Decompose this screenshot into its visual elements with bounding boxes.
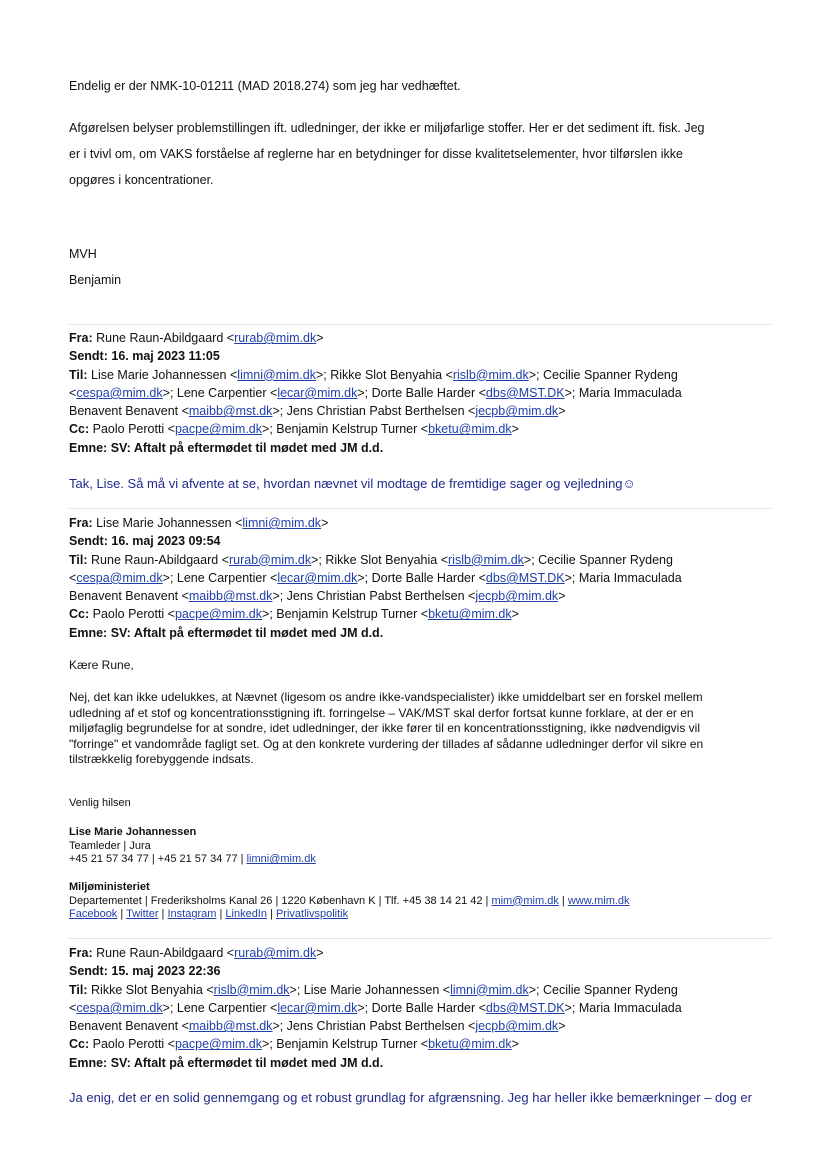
intro-line: Endelig er der NMK-10-01211 (MAD 2018.274) som jeg har vedhæftet. [69,79,461,93]
email-link[interactable]: maibb@mst.dk [188,1019,273,1034]
to-line: Til: Lise Marie Johannessen <limni@mim.dk>; Rikke Slot Benyahia <rislb@mim.dk>; Cecilie Spanner Rydeng [69,367,678,382]
sign-greeting: Venlig hilsen [69,797,131,809]
intro-para-line: Afgørelsen belyser problemstillingen ift. udledninger, der ikke er miljøfarlige stoffer. Her er det sediment ift. fisk. Jeg [69,121,705,135]
reply-text: Tak, Lise. Så må vi afvente at se, hvordan nævnet vil modtage de fremtidige sager og vejledning☺ [69,476,636,491]
email-separator [69,324,771,325]
reply-text: Ja enig, det er en solid gennemgang og et robust grundlag for afgrænsning. Jeg har heller ikke bemærkninger – dog er [69,1090,752,1105]
intro-para-line: opgøres i koncentrationer. [69,173,214,187]
sent-line: Sendt: 15. maj 2023 22:36 [69,964,221,979]
greeting: Kære Rune, [69,658,134,672]
email-link[interactable]: cespa@mim.dk [76,1000,163,1015]
email-header [69,514,779,642]
email-link[interactable]: bketu@mim.dk [428,422,512,437]
signature-phones: +45 21 57 34 77 | +45 21 57 34 77 | limni@mim.dk [69,853,316,866]
intro-para-line: er i tvivl om, om VAKS forståelse af reglerne har en betydninger for disse kvalitetselementer, hvor tilførslen ikke [69,147,683,161]
email-link[interactable]: jecpb@mim.dk [475,589,559,604]
signature-name: Lise Marie Johannessen [69,826,197,838]
cc-line: Cc: Paolo Perotti <pacpe@mim.dk>; Benjamin Kelstrup Turner <bketu@mim.dk> [69,422,519,437]
to-line: Benavent Benavent <maibb@mst.dk>; Jens Christian Pabst Berthelsen <jecpb@mim.dk> [69,404,566,419]
email-link[interactable]: rurab@mim.dk [228,552,312,567]
sender-name: Benjamin [69,273,122,287]
email-link[interactable]: dbs@MST.DK [485,570,565,585]
to-line: Benavent Benavent <maibb@mst.dk>; Jens Christian Pabst Berthelsen <jecpb@mim.dk> [69,1019,566,1034]
body-line: Nej, det kan ikke udelukkes, at Nævnet (ligesom os andre ikke-vandspecialister) ikke umiddelbart ser en forskel mellem [69,690,703,704]
email-separator [69,938,771,939]
twitter-link[interactable]: Twitter [126,908,159,921]
email-link[interactable]: bketu@mim.dk [428,607,512,622]
org-address: Departementet | Frederiksholms Kanal 26 | 1220 København K | Tlf. +45 38 14 21 42 | mim@mim.dk | www.mim.dk [69,894,630,907]
body-line: udledning af et stof og koncentrationsstigning ift. forringelse – VAK/MST skal derfor fortsat kunne forklare, at der er en [69,705,694,720]
body-line: "forringe" et vandområde fagligt set. Og at den konkrete vurdering der tillades af sådanne udledninger derfor vil sikre en [69,736,704,751]
email-link[interactable]: pacpe@mim.dk [174,1037,263,1052]
email-link[interactable]: limni@mim.dk [246,853,316,866]
subject-line: Emne: SV: Aftalt på eftermødet til mødet med JM d.d. [69,1055,384,1070]
signature [69,826,779,867]
website-link[interactable]: www.mim.dk [567,894,630,907]
subject-line: Emne: SV: Aftalt på eftermødet til mødet med JM d.d. [69,625,384,640]
sent-line: Sendt: 16. maj 2023 11:05 [69,349,220,364]
email-link[interactable]: rislb@mim.dk [448,552,524,567]
org-signature [69,881,779,922]
instagram-link[interactable]: Instagram [167,908,217,921]
linkedin-link[interactable]: LinkedIn [225,908,267,921]
from-line: Fra: Rune Raun-Abildgaard <rurab@mim.dk> [69,946,324,960]
email-link[interactable]: rurab@mim.dk [234,946,317,960]
email-link[interactable]: rislb@mim.dk [452,367,529,382]
email-link[interactable]: cespa@mim.dk [76,385,163,400]
email-link[interactable]: jecpb@mim.dk [475,404,559,419]
email-link[interactable]: rislb@mim.dk [213,982,290,997]
email-link[interactable]: dbs@MST.DK [485,385,565,400]
email-link[interactable]: limni@mim.dk [237,367,316,382]
privacy-link[interactable]: Privatlivspolitik [275,908,349,921]
body-line: miljøfaglig begrundelse for at sondre, idet udledninger, der ikke fører til en koncentrationsstigning, ikke nødvendigvis vil [69,721,700,735]
signature-title: Teamleder | Jura [69,839,151,852]
subject-line: Emne: SV: Aftalt på eftermødet til mødet med JM d.d. [69,440,384,455]
email-header [69,944,779,1072]
email-link[interactable]: maibb@mst.dk [188,404,273,419]
body-line: tilstrækkelig forebyggende indsats. [69,752,254,766]
org-name: Miljøministeriet [69,881,150,893]
email-link[interactable]: mim@mim.dk [491,894,559,907]
facebook-link[interactable]: Facebook [69,908,118,921]
email-link[interactable]: bketu@mim.dk [428,1037,512,1052]
email-link[interactable]: dbs@MST.DK [485,1000,565,1015]
to-line: Benavent Benavent <maibb@mst.dk>; Jens Christian Pabst Berthelsen <jecpb@mim.dk> [69,589,566,604]
to-line: <cespa@mim.dk>; Lene Carpentier <lecar@mim.dk>; Dorte Balle Harder <dbs@MST.DK>; Maria Immaculada [69,385,682,400]
closing-text: MVH [69,247,97,261]
to-line: <cespa@mim.dk>; Lene Carpentier <lecar@mim.dk>; Dorte Balle Harder <dbs@MST.DK>; Maria Immaculada [69,1000,682,1015]
social-links: Facebook | Twitter | Instagram | LinkedIn | Privatlivspolitik [69,908,349,921]
cc-line: Cc: Paolo Perotti <pacpe@mim.dk>; Benjamin Kelstrup Turner <bketu@mim.dk> [69,607,519,622]
email-link[interactable]: maibb@mst.dk [188,589,273,604]
email-link[interactable]: pacpe@mim.dk [174,607,263,622]
to-line: <cespa@mim.dk>; Lene Carpentier <lecar@mim.dk>; Dorte Balle Harder <dbs@MST.DK>; Maria Immaculada [69,570,682,585]
to-line: Til: Rikke Slot Benyahia <rislb@mim.dk>; Lise Marie Johannessen <limni@mim.dk>; Cecilie Spanner Rydeng [69,982,678,997]
email-separator [69,508,771,509]
email-link[interactable]: limni@mim.dk [450,982,529,997]
email-link[interactable]: lecar@mim.dk [277,1000,358,1015]
email-link[interactable]: pacpe@mim.dk [174,422,263,437]
from-line: Fra: Rune Raun-Abildgaard <rurab@mim.dk> [69,331,324,345]
sent-line: Sendt: 16. maj 2023 09:54 [69,534,221,549]
email-header [69,329,779,457]
to-line: Til: Rune Raun-Abildgaard <rurab@mim.dk>; Rikke Slot Benyahia <rislb@mim.dk>; Cecilie Spanner Rydeng [69,552,673,567]
cc-line: Cc: Paolo Perotti <pacpe@mim.dk>; Benjamin Kelstrup Turner <bketu@mim.dk> [69,1037,519,1052]
email-link[interactable]: lecar@mim.dk [277,570,358,585]
email-link[interactable]: limni@mim.dk [242,516,322,530]
email-link[interactable]: jecpb@mim.dk [475,1019,559,1034]
from-line: Fra: Lise Marie Johannessen <limni@mim.dk> [69,516,329,530]
email-body [69,690,779,768]
email-link[interactable]: cespa@mim.dk [76,570,163,585]
email-link[interactable]: lecar@mim.dk [277,385,358,400]
email-link[interactable]: rurab@mim.dk [234,331,317,345]
